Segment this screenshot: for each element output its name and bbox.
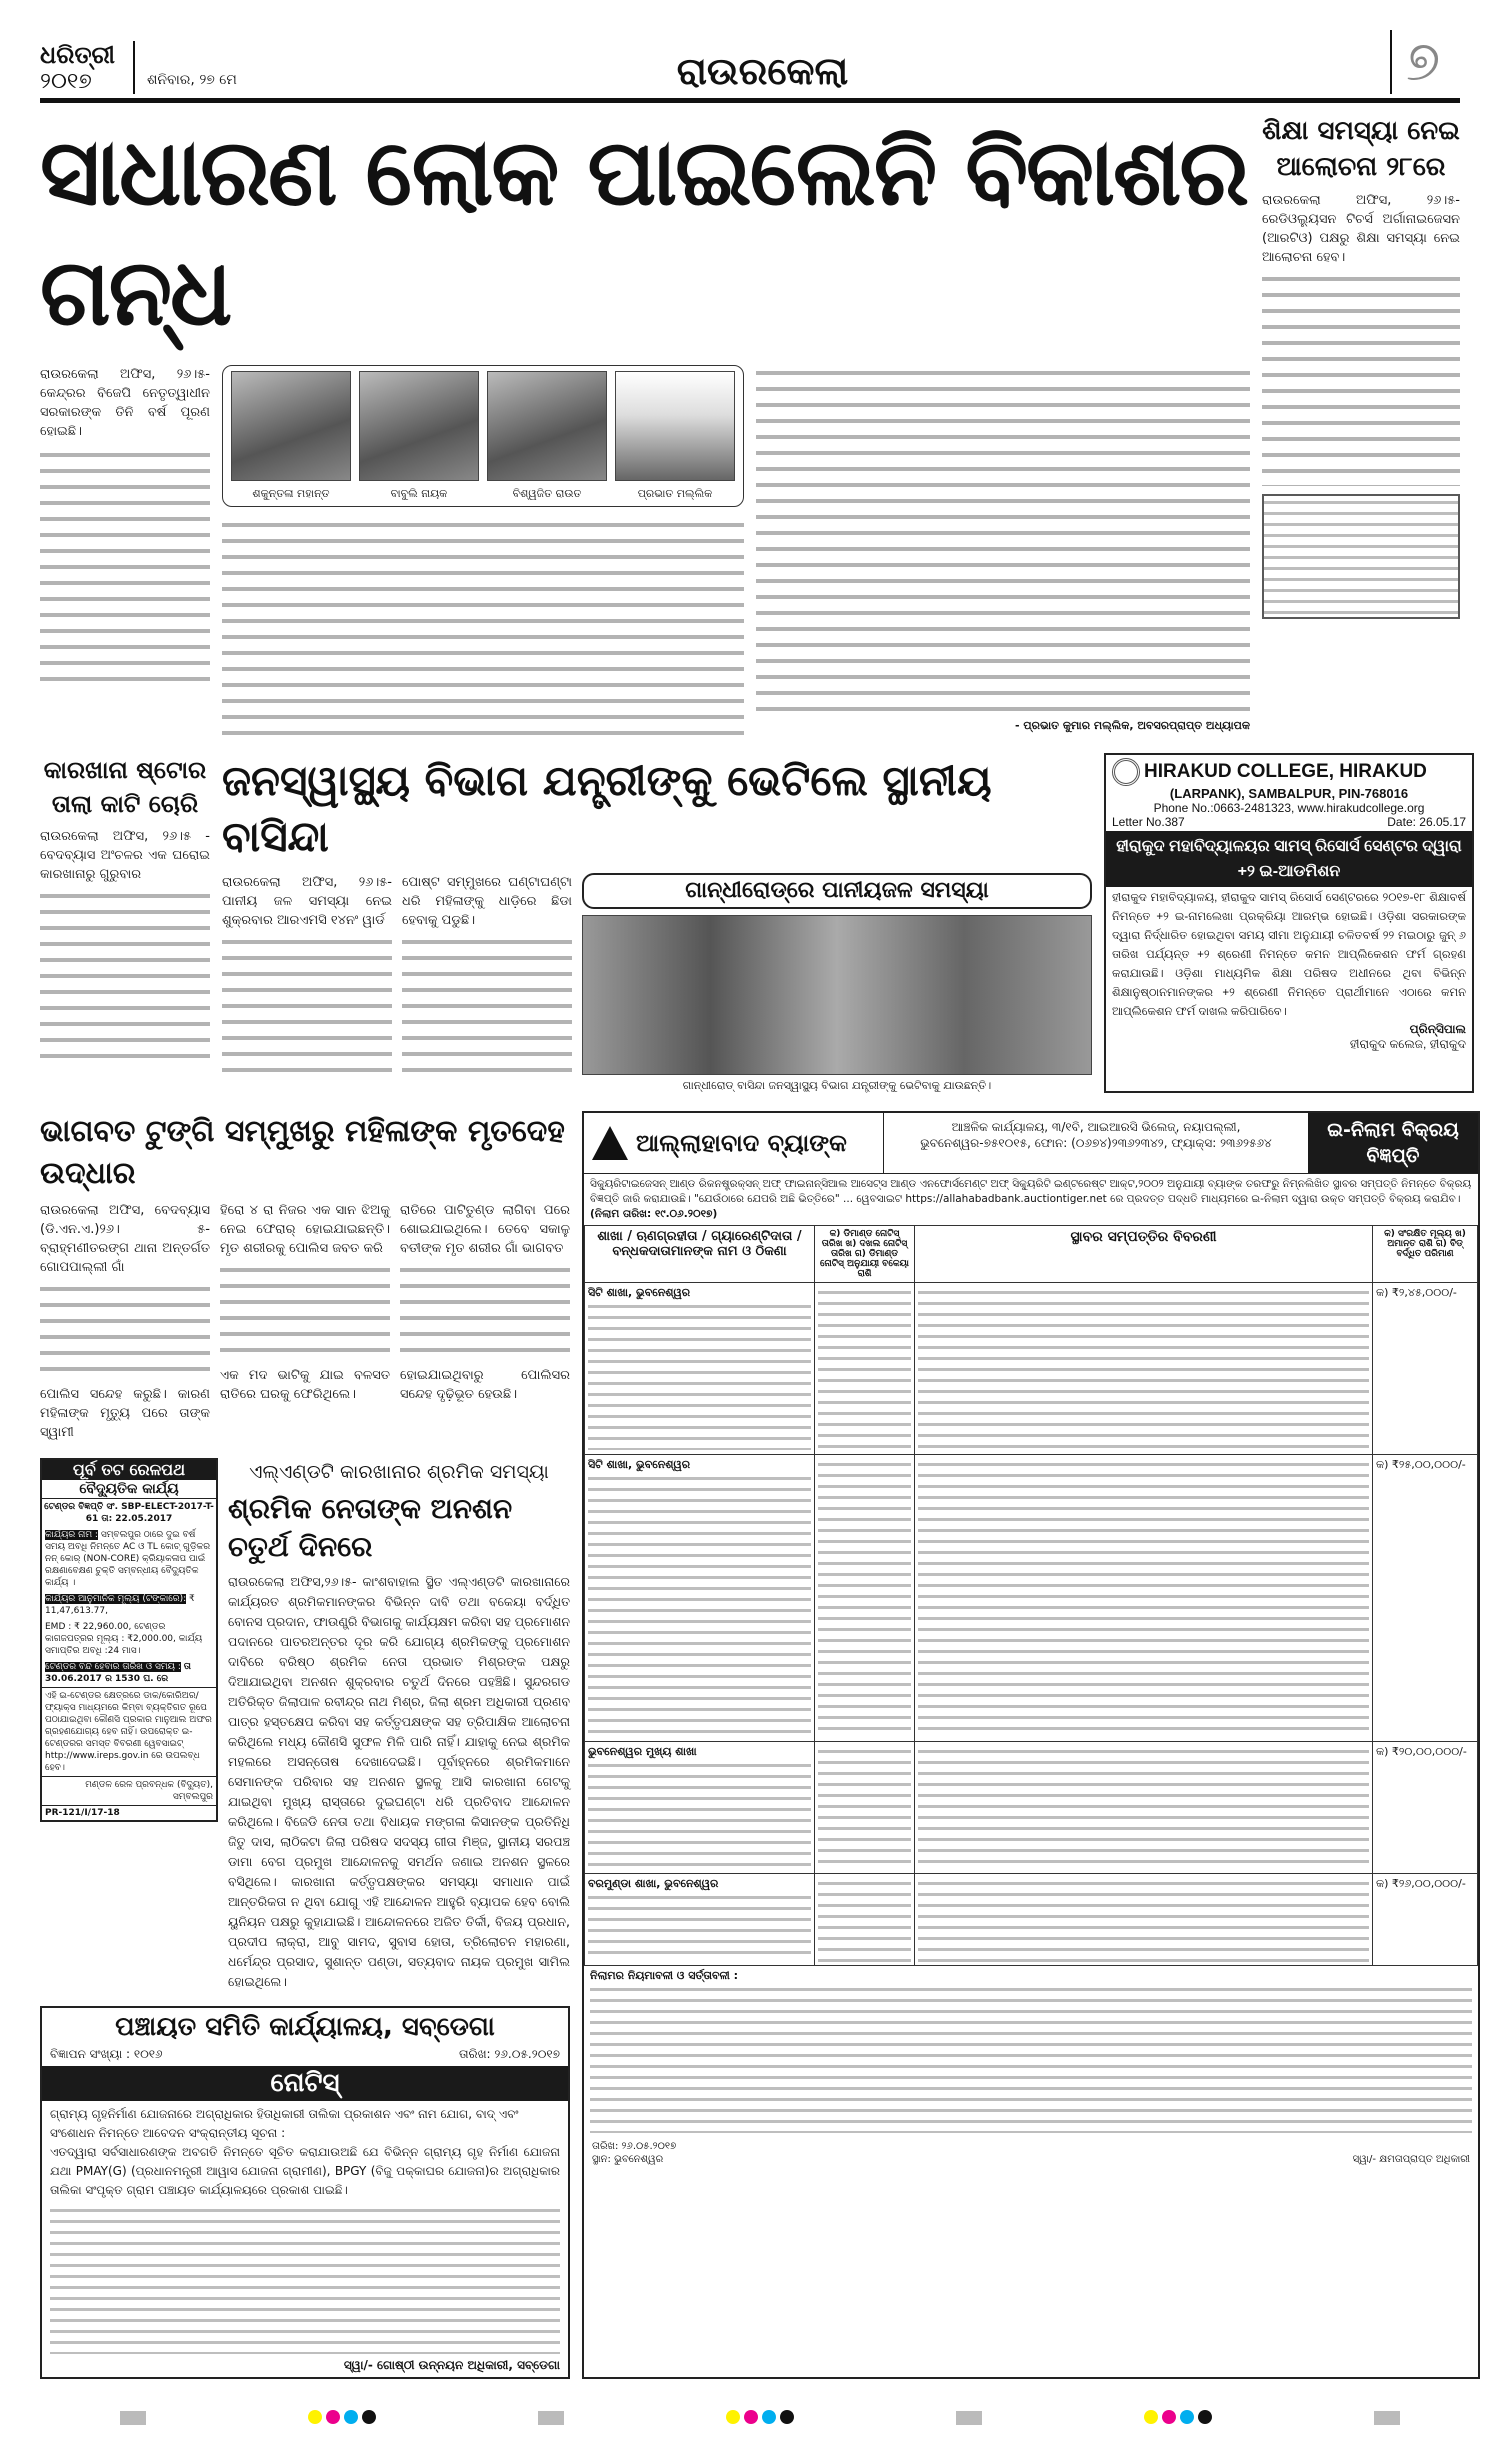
theft-headline: କାରଖାନା ଷ୍ଟୋର ତାଲା କାଟି ଚୋରି: [43, 756, 207, 818]
railway-tender-ad: ପୂର୍ବ ତଟ ରେଳପଥ ବୈଦ୍ୟୁତିକ କାର୍ଯ୍ୟ ଟେଣ୍ଡର ବିଜ୍ଞପ୍ତି ସଂ. SBP-ELECT-2017-T-61 ତା: 22.05.2017 କାର୍ଯ୍ୟର ନାମ : ସମ୍ବଲପୁର ଠାରେ ଦୁଇ ବର୍ଷ ସମୟ ଅବଧି ନିମନ୍ତେ AC ଓ TL କୋଚ୍ ଗୁଡ଼ିକର ନନ୍ କୋର୍ (NON-CORE) କ୍ରିୟାକଳାପ ପାଇଁ ରକ୍ଷଣାବେକ୍ଷଣ ଚୁକ୍ତି ସମ୍ବନ୍ଧୀୟ ବୈଦ୍ୟୁତିକ କାର୍ଯ୍ୟ । କାର୍ଯ୍ୟର ଆନୁମାନିକ ମୂଲ୍ୟ (ଟଙ୍କାରେ): ₹ 11,47,613.77, EMD : ₹ 22,960.00, ଟେଣ୍ଡର କାଗଜପତ୍ରର ମୂଲ୍ୟ : ₹2,000.00, କାର୍ଯ୍ୟ ସମାପ୍ତିର ଅବଧି :24 ମାସ। ଟେଣ୍ଡର ବନ୍ଦ ହେବାର ତାରିଖ ଓ ସମୟ : ତା 30.06.2017 ର 1530 ଘ. ରେ ଏହି ଇ-ଟେଣ୍ଡର କ୍ଷେତ୍ରରେ ଡାକ/କୋରିଅର/ଫ୍ୟାକ୍ସ ମାଧ୍ୟମରେ କିମ୍ବା ବ୍ୟକ୍ତିଗତ ରୂପେ ପଠାଯାଇଥିବା କୌଣସି ପ୍ରକାର ମାନୁଆଲ ଅଫର ଗ୍ରହଣଯୋଗ୍ୟ ହେବ ନାହିଁ। ଉପରୋକ୍ତ ଇ-ଟେଣ୍ଡରର ସମସ୍ତ ବିବରଣୀ ୱେବସାଇଟ୍ http://www.ireps.gov.in ରେ ଉପଲବ୍ଧ ହେବ। ମଣ୍ଡଳ ରେଳ ପ୍ରବନ୍ଧକ (ବିଦ୍ୟୁତ), ସମ୍ବଲପୁର PR-121/I/17-18: [40, 1458, 218, 1822]
bodyfound-headline: ଭାଗବତ ଟୁଙ୍ଗି ସମ୍ମୁଖରୁ ମହିଳାଙ୍କ ମୃତଦେହ ଉଦ୍ଧାର: [40, 1114, 565, 1191]
college-emblem-icon: [1112, 758, 1140, 786]
portrait: ପ୍ରଭାତ ମଲ୍ଲିକ: [615, 371, 735, 501]
photo-strip: [222, 365, 744, 507]
masthead: [40, 30, 1460, 103]
table-row: ସିଟି ଶାଖା, ଭୁବନେଶ୍ୱର କ) ₹୨୫,୦୦,୦୦୦/-: [585, 1455, 1478, 1742]
bank-logo-icon: [592, 1126, 628, 1160]
issue-date: ଶନିବାର, ୨୭ ମେ: [147, 72, 237, 88]
table-row: ସିଟି ଶାଖା, ଭୁବନେଶ୍ୱର କ) ₹୨,୪୫,୦୦୦/-: [585, 1283, 1478, 1455]
portrait: ବିଶ୍ୱଜିତ ରାଉତ: [487, 371, 607, 501]
side-infobox: [1262, 494, 1460, 619]
edition-name: ରାଉରକେଲା: [676, 49, 849, 93]
water-intro-2: ପୋଷ୍ଟ ସମ୍ମୁଖରେ ଘଣ୍ଟାଘଣ୍ଟା ଧରି ମହିଳାଙ୍କୁ ଧାଡ଼ିରେ ଛିଡା ହେବାକୁ ପଡୁଛି।: [402, 875, 572, 928]
workers-kicker: ଏଲ୍‌ଏଣ୍ଡଟି କାରଖାନାର ଶ୍ରମିକ ସମସ୍ୟା: [249, 1461, 549, 1483]
table-row: ଭୁବନେଶ୍ୱର ମୁଖ୍ୟ ଶାଖା କ) ₹୨୦,୦୦,୦୦୦/-: [585, 1742, 1478, 1874]
lead-headline: ସାଧାରଣ ଲୋକ ପାଇଲେନି ବିକାଶର ଗନ୍ଧ: [40, 119, 1248, 346]
logo: ଧରିତ୍ରୀ: [40, 41, 115, 69]
lead-section: [40, 113, 1460, 737]
residents-photo: [582, 915, 1092, 1075]
lead-byline: - ପ୍ରଭାତ କୁମାର ମଲ୍ଲିକ, ଅବସରପ୍ରାପ୍ତ ଅଧ୍ୟାପକ: [1015, 719, 1250, 732]
water-headline: ଜନସ୍ୱାସ୍ଥ୍ୟ ବିଭାଗ ଯନ୍ତ୍ରୀଙ୍କୁ ଭେଟିଲେ ସ୍ଥାନୀୟ ବାସିନ୍ଦା: [222, 756, 992, 861]
property-table: ଶାଖା / ଋଣଗ୍ରହୀତା / ଗ୍ୟାରେଣ୍ଟିଦାତା / ବନ୍ଧକଦାତାମାନଙ୍କ ନାମ ଓ ଠିକଣା କ) ଡିମାଣ୍ଡ ନୋଟିସ୍ ତାରିଖ ଖ) ଦଖଲ ନୋଟିସ୍ ତାରିଖ ଗ) ଡିମାଣ୍ଡ ନୋଟିସ୍ ଅନୁଯାୟୀ ବକେୟା ରାଶି ସ୍ଥାବର ସମ୍ପତ୍ତିର ବିବରଣୀ କ) ସଂରକ୍ଷିତ ମୂଲ୍ୟ ଖ) ଅମାନତ ରାଶି ଗ) ବିଡ୍ ବର୍ଦ୍ଧିତ ପରିମାଣ ସିଟି ଶାଖା, ଭୁବନେଶ୍ୱର କ) ₹୨,୪୫,୦୦୦/- ସିଟି ଶାଖା, ଭୁବନେଶ୍ୱର କ) ₹୨୫,୦୦,୦୦୦/- ଭୁବନେଶ୍ୱର ମୁଖ୍ୟ ଶାଖା କ) ₹୨୦,୦୦,୦୦୦/- ବରମୁଣ୍ଡା ଶାଖା, ଭୁବନେଶ୍ୱର କ) ₹୨୬,୦୦,୦୦୦/-: [584, 1225, 1478, 1966]
panchayat-notice: ପଞ୍ଚାୟତ ସମିତି କାର୍ଯ୍ୟାଳୟ, ସବ୍‌ଡେଗା ବିଜ୍ଞାପନ ସଂଖ୍ୟା : ୧୦୧୬ ତାରିଖ: ୨୬.୦୫.୨୦୧୭ ନୋଟିସ୍ ଗ୍ରାମ୍ୟ ଗୃହନିର୍ମାଣ ଯୋଜନାରେ ଅଗ୍ରାଧିକାର ହିତାଧିକାରୀ ତାଲିକା ପ୍ରକାଶନ ଏବଂ ନାମ ଯୋଗ, ବାଦ୍ ଏବଂ ସଂଶୋଧନ ନିମନ୍ତେ ଆବେଦନ ସଂକ୍ରାନ୍ତୀୟ ସୂଚନା : ଏତଦ୍ୱାରା ସର୍ବସାଧାରଣଙ୍କ ଅବଗତି ନିମନ୍ତେ ସୂଚିତ କରାଯାଉଅଛି ଯେ ବିଭିନ୍ନ ଗ୍ରାମ୍ୟ ଗୃହ ନିର୍ମାଣ ଯୋଜନା ଯଥା PMAY(G) (ପ୍ରଧାନମନ୍ତ୍ରୀ ଆୱାସ ଯୋଜନା ଗ୍ରାମୀଣ), BPGY (ବିଜୁ ପକ୍କାଘର ଯୋଜନା)ର ଅଗ୍ରାଧିକାର ତାଲିକା ସଂପୃକ୍ତ ଗ୍ରାମ ପଞ୍ଚାୟତ କାର୍ଯ୍ୟାଳୟରେ ପ୍ରକାଶ ପାଇଛି। ସ୍ୱା/- ଗୋଷ୍ଠୀ ଉନ୍ନୟନ ଅଧିକାରୀ, ସବ୍‌ଡେଗା: [40, 2006, 570, 2379]
print-registration-marks: [40, 2403, 1480, 2433]
workers-body: ରାଉରକେଲା ଅଫିସ,୨୬।୫- କାଂଶବାହାଲ ସ୍ଥିତ ଏଲ୍‌ଏଣ୍ଡଟି କାରଖାନାରେ କାର୍ଯ୍ୟରତ ଶ୍ରମିକମାନଙ୍କର ବିଭିନ୍ନ ଦାବି ତଥା ବକେୟା ବର୍ଦ୍ଧିତ ବୋନସ ପ୍ରଦାନ, ଫାଉଣ୍ଡ୍ରି ବିଭାଗକୁ କାର୍ଯ୍ୟକ୍ଷମ କରିବା ସହ ପ୍ରମୋଶନ ପଦାନରେ ପାତରଅନ୍ତର ଦୂର କରି ଯୋଗ୍ୟ ଶ୍ରମିକଙ୍କୁ ପ୍ରମୋଶନ ଦାବିରେ ବରିଷ୍ଠ ଶ୍ରମିକ ନେତା ପ୍ରଭାତ ମିଶ୍ରଙ୍କ ପକ୍ଷରୁ ଦିଆଯାଇଥିବା ଅନଶନ ଶୁକ୍ରବାର ଚତୁର୍ଥ ଦିନରେ ପହଞ୍ଚିଛି। ସୁନ୍ଦରଗଡ ଅତିରିକ୍ତ ଜିଲାପାଳ ରବୀନ୍ଦ୍ର ନାଥ ମିଶ୍ର, ଜିଲା ଶ୍ରମ ଅଧିକାରୀ ପ୍ରଣବ ପାତ୍ର ହସ୍ତକ୍ଷେପ କରିବା ସହ କର୍ତ୍ତୃପକ୍ଷଙ୍କ ସହ ତ୍ରିପାକ୍ଷିକ ଆଲୋଚନା କରିଥିଲେ ମଧ୍ୟ କୌଣସି ସୁଫଳ ମିଳି ପାରି ନାହିଁ। ଯାହାକୁ ନେଇ ଶ୍ରମିକ ମହଲରେ ଅସନ୍ତୋଷ ଦେଖାଦେଇଛି। ପୂର୍ବାହ୍ନରେ ଶ୍ରମିକମାନେ ସେମାନଙ୍କ ପରିବାର ସହ ଅନଶନ ସ୍ଥଳକୁ ଆସି କାରଖାନା ଗେଟକୁ ଯାଇଥିବା ମୁଖ୍ୟ ରାସ୍ତାରେ ଦୁଇଘଣ୍ଟା ଧରି ପ୍ରତିବାଦ ଆନ୍ଦୋଳନ କରିଥିଲେ। ବିଜେଡି ନେତା ତଥା ବିଧାୟକ ମଙ୍ଗଳା କିସାନଙ୍କ ପ୍ରତିନିଧି ଜିତୁ ଦାସ, ଲାଠିକଟା ଜିଲା ପରିଷଦ ସଦସ୍ୟ ଗୀତା ମିଞ୍ଜ, ସ୍ଥାନୀୟ ସରପଞ୍ଚ ଡାମା ବେଗ ପ୍ରମୁଖ ଆନ୍ଦୋଳନକୁ ସମର୍ଥନ ଜଣାଇ ଅନଶନ ସ୍ଥଳରେ ବସିଥିଲେ। କାରଖାନା କର୍ତ୍ତୃପକ୍ଷଙ୍କର ସମସ୍ୟା ସମାଧାନ ପାଇଁ ଆନ୍ତରିକତା ନ ଥିବା ଯୋଗୁ ଏହି ଆନ୍ଦୋଳନ ଆହୁରି ବ୍ୟାପକ ହେବ ବୋଲି ୟୁନିୟନ ପକ୍ଷରୁ କୁହାଯାଇଛି। ଆନ୍ଦୋଳନରେ ଅଜିତ ତିର୍କୀ, ବିଜୟ ପ୍ରଧାନ, ପ୍ରଦୀପ ଲାକ୍ରା, ଆବୁ ସାମଦ, ସୁବାସ ହୋତା, ତ୍ରିଲୋଚନ ମହାରଣା, ଧର୍ମେନ୍ଦ୍ର ପ୍ରସାଦ, ସୁଶାନ୍ତ ପଣ୍ଡା, ସତ୍ୟବାଦ ନାୟକ ପ୍ରମୁଖ ସାମିଲ ହୋଇଥିଲେ।: [228, 1574, 570, 1989]
side-headline: ଶିକ୍ଷା ସମସ୍ୟା ନେଇ ଆଲୋଚନା ୨୮ରେ: [1262, 116, 1460, 182]
allahabad-bank-auction-ad: ଆଲ୍ଲାହାବାଦ ବ୍ୟାଙ୍କ ଆଞ୍ଚଳିକ କାର୍ଯ୍ୟାଳୟ, ୩/୧ବି, ଆଇଆରସି ଭିଲେଜ୍, ନୟାପଲ୍ଲୀ, ଭୁବନେଶ୍ୱର-୭୫୧୦୧୫, ଫୋନ: (୦୬୭୪)୨୩୬୨୩୪୨, ଫ୍ୟାକ୍ସ: ୨୩୬୨୫୬୪ ଇ-ନିଲାମ ବିକ୍ରୟ ବିଜ୍ଞପ୍ତି ସିକ୍ୟୁରିଟାଇଜେସନ୍ ଆଣ୍ଡ ରିକନଷ୍ଟ୍ରକ୍ସନ୍ ଅଫ୍ ଫାଇନାନ୍ସିଆଲ ଆସେଟ୍ସ ଆଣ୍ଡ ଏନଫୋର୍ସମେଣ୍ଟ ଅଫ୍ ସିକ୍ୟୁରିଟି ଇଣ୍ଟରେଷ୍ଟ ଆକ୍ଟ,୨୦୦୨ ଅନୁଯାୟୀ ବ୍ୟାଙ୍କ ତରଫରୁ ନିମ୍ନଲିଖିତ ସ୍ଥାବର ସମ୍ପତ୍ତି ନିମନ୍ତେ ବିକ୍ରୟ ବିଜ୍ଞପ୍ତି ଜାରି କରାଯାଉଛି। "ଯେଉଁଠାରେ ଯେପରି ଅଛି ଭିତ୍ତିରେ" ... ୱେବସାଇଟ https://allahabadbank.auctiontiger.net ରେ ପ୍ରଦତ୍ତ ପଦ୍ଧତି ମାଧ୍ୟମରେ ଇ-ନିଲାମ ଦ୍ୱାରା ଉକ୍ତ ସମ୍ପତ୍ତି ବିକ୍ରୟ କରାଯିବ। (ନିଲାମ ତାରିଖ: ୧୯.୦୬.୨୦୧୭) ଶାଖା / ଋଣଗ୍ରହୀତା / ଗ୍ୟାରେଣ୍ଟିଦାତା / ବନ୍ଧକଦାତାମାନଙ୍କ ନାମ ଓ ଠିକଣା କ) ଡିମାଣ୍ଡ ନୋଟିସ୍ ତାରିଖ ଖ) ଦଖଲ ନୋଟିସ୍ ତାରିଖ ଗ) ଡିମାଣ୍ଡ ନୋଟିସ୍ ଅନୁଯାୟୀ ବକେୟା ରାଶି ସ୍ଥାବର ସମ୍ପତ୍ତିର ବିବରଣୀ କ) ସଂରକ୍ଷିତ ମୂଲ୍ୟ ଖ) ଅମାନତ ରାଶି ଗ) ବିଡ୍ ବର୍ଦ୍ଧିତ ପରିମାଣ ସିଟି ଶାଖା, ଭୁବନେଶ୍ୱର କ) ₹୨,୪୫,୦୦୦/- ସିଟି ଶାଖା, ଭୁବନେଶ୍ୱର କ) ₹୨୫,୦୦,୦୦୦/- ଭୁବନେଶ୍ୱର ମୁଖ୍ୟ ଶାଖା କ) ₹୨୦,୦୦,୦୦୦/- ବରମୁଣ୍ଡା ଶାଖା, ଭୁବନେଶ୍ୱର କ) ₹୨୬,୦୦,୦୦୦/- ନିଲାମର ନିୟମାବଳୀ ଓ ସର୍ତ୍ତାବଳୀ : ତାରିଖ: ୨୬.୦୫.୨୦୧୭ ସ୍ଥାନ: ଭୁବନେଶ୍ୱର ସ୍ୱା/- କ୍ଷମତାପ୍ରାପ୍ତ ଅଧିକାରୀ: [582, 1111, 1480, 2379]
water-intro: ରାଉରକେଲା ଅଫିସ, ୨୬।୫-ପାନୀୟ ଜଳ ସମସ୍ୟା ନେଇ ଶୁକ୍ରବାର ଆରଏମସି ୧୪ନଂ ୱାର୍ଡ: [222, 875, 392, 928]
water-caption: ଗାନ୍ଧୀରୋଡ୍ ବାସିନ୍ଦା ଜନସ୍ୱାସ୍ଥ୍ୟ ବିଭାଗ ଯନ୍ତ୍ରୀଙ୍କୁ ଭେଟିବାକୁ ଯାଉଛନ୍ତି।: [682, 1079, 992, 1092]
table-row: ବରମୁଣ୍ଡା ଶାଖା, ଭୁବନେଶ୍ୱର କ) ₹୨୬,୦୦,୦୦୦/-: [585, 1874, 1478, 1966]
lead-intro: ରାଉରକେଲା ଅଫିସ, ୨୬।୫- କେନ୍ଦ୍ରର ବିଜେପି ନେତୃତ୍ୱାଧୀନ ସରକାରଙ୍କ ତିନି ବର୍ଷ ପୂରଣ ହୋଇଛି।: [40, 367, 210, 439]
year: ୨୦୧୭: [40, 69, 92, 94]
portrait: ଶକୁନ୍ତଳା ମହାନ୍ତ: [231, 371, 351, 501]
theft-intro: ରାଉରକେଲା ଅଫିସ, ୨୬।୫ - ବେଦବ୍ୟାସ ଅଂଚଳର ଏକ ଘରୋଇ କାରଖାନାରୁ ଗୁରୁବାର: [40, 829, 210, 882]
hirakud-college-ad: HIRAKUD COLLEGE, HIRAKUD (LARPANK), SAMBALPUR, PIN-768016 Phone No.:0663-2481323, www.hirakudcollege.org Letter No.387 Date: 26.05.17 ହୀରାକୁଦ ମହାବିଦ୍ୟାଳୟର ସାମସ୍ ରିସୋର୍ସ ସେଣ୍ଟର ଦ୍ୱାରା +୨ ଇ-ଆଡମିଶନ ହୀରାକୁଦ ମହାବିଦ୍ୟାଳୟ, ହୀରାକୁଦ ସାମସ୍ ରିସୋର୍ସ ସେଣ୍ଟରରେ ୨୦୧୭-୧୮ ଶିକ୍ଷାବର୍ଷ ନିମନ୍ତେ +୨ ଇ-ନାମଲେଖା ପ୍ରକ୍ରିୟା ଆରମ୍ଭ ହୋଇଛି। ଓଡ଼ିଶା ସରକାରଙ୍କ ଦ୍ୱାରା ନିର୍ଦ୍ଧାରିତ ହୋଇଥିବା ସମୟ ସୀମା ଅନୁଯାୟୀ ଚଳିତବର୍ଷ ୨୨ ମଇଠାରୁ ଜୁନ୍ ୬ ତାରିଖ ପର୍ଯ୍ୟନ୍ତ +୨ ଶ୍ରେଣୀ ନିମନ୍ତେ କମନ ଆପ୍ଲିକେଶନ ଫର୍ମ ଗ୍ରହଣ କରାଯାଉଛି। ଓଡ଼ିଶା ମାଧ୍ୟମିକ ଶିକ୍ଷା ପରିଷଦ ଅଧୀନରେ ଥିବା ବିଭିନ୍ନ ଶିକ୍ଷାନୁଷ୍ଠାନମାନଙ୍କର +୨ ଶ୍ରେଣୀ ନିମନ୍ତେ ପ୍ରାର୍ଥୀମାନେ ଏଠାରେ କମନ ଆପ୍ଲିକେଶନ ଫର୍ମ ଦାଖଲ କରିପାରିବେ। ପ୍ରିନ୍ସିପାଲ ହୀରାକୁଦ କଲେଜ, ହୀରାକୁଦ: [1104, 753, 1474, 1093]
side-intro: ରାଉରକେଲା ଅଫିସ, ୨୬।୫- ରେଡିଓଲ୍ୟୁସନ ଟିଚର୍ସ ଅର୍ଗାନାଇଜେସନ (ଆରଟିଓ) ପକ୍ଷରୁ ଶିକ୍ଷା ସମସ୍ୟା ନେଇ ଆଲୋଚନା ହେବ।: [1262, 193, 1460, 265]
workers-headline: ଶ୍ରମିକ ନେତାଙ୍କ ଅନଶନ ଚତୁର୍ଥ ଦିନରେ: [228, 1492, 513, 1563]
lower-section: ଭାଗବତ ଟୁଙ୍ଗି ସମ୍ମୁଖରୁ ମହିଳାଙ୍କ ମୃତଦେହ ଉଦ୍ଧାର ରାଉରକେଲା ଅଫିସ, ବେଦବ୍ୟାସ (ଡି.ଏନ.ଏ.)୨୬। ୫-ବ୍ରାହ୍ମଣୀତରଙ୍ଗ ଥାନା ଅନ୍ତର୍ଗତ ଗୋପପାଲ୍ଲୀ ଗାଁ ପୋଲିସ ସନ୍ଦେହ କରୁଛି। କାରଣ ମହିଳାଙ୍କ ମୃତ୍ୟୁ ପରେ ତାଙ୍କ ସ୍ୱାମୀ ହିରୋ ୪ ରା ନିଜର ଏକ ସାନ ଝିଅକୁ ନେଇ ଫେରାର୍ ହୋଇଯାଇଛନ୍ତି। ମୃତ ଶରୀରକୁ ପୋଲିସ ଜବତ କରି ଏକ ମଦ ଭାଟିକୁ ଯାଇ ବଳସତ ରାତିରେ ଘରକୁ ଫେରିଥିଲେ। ରାତିରେ ପାଟିତୁଣ୍ଡ ଲାଗିବା ପରେ ଶୋଇଯାଇଥିଲେ। ତେବେ ସକାଳୁ ବତୀଙ୍କ ମୃତ ଶରୀର ଗାଁ ଭାଗବତ ହୋଇଯାଇଥିବାରୁ ପୋଲିସର ସନ୍ଦେହ ଦୃଢ଼ିଭୂତ ହେଉଛି। ପୂର୍ବ ତଟ ରେଳପଥ ବୈଦ୍ୟୁତିକ କାର୍ଯ୍ୟ ଟେଣ୍ଡର ବିଜ୍ଞପ୍ତି ସଂ. SBP-ELECT-2017-T-61 ତା: 22.05.2017 କାର୍ଯ୍ୟର ନାମ : ସମ୍ବଲପୁର ଠାରେ ଦୁଇ ବର୍ଷ ସମୟ ଅବଧି ନିମନ୍ତେ AC ଓ TL କୋଚ୍ ଗୁଡ଼ିକର ନନ୍ କୋର୍ (NON-CORE) କ୍ରିୟାକଳାପ ପାଇଁ ରକ୍ଷଣାବେକ୍ଷଣ ଚୁକ୍ତି ସମ୍ବନ୍ଧୀୟ ବୈଦ୍ୟୁତିକ କାର୍ଯ୍ୟ । କାର୍ଯ୍ୟର ଆନୁମାନିକ ମୂଲ୍ୟ (ଟଙ୍କାରେ): ₹ 11,47,613.77, EMD : ₹ 22,960.00, ଟେଣ୍ଡର କାଗଜପତ୍ରର ମୂଲ୍ୟ : ₹2,000.00, କାର୍ଯ୍ୟ ସମାପ୍ତିର ଅବଧି :24 ମାସ। ଟେଣ୍ଡର ବନ୍ଦ ହେବାର ତାରିଖ ଓ ସମୟ : ତା 30.06.2017 ର 1530 ଘ. ରେ ଏହି ଇ-ଟେଣ୍ଡର କ୍ଷେତ୍ରରେ ଡାକ/କୋରିଅର/ଫ୍ୟାକ୍ସ ମାଧ୍ୟମରେ କିମ୍ବା ବ୍ୟକ୍ତିଗତ ରୂପେ ପଠାଯାଇଥିବା କୌଣସି ପ୍ରକାର ମାନୁଆଲ ଅଫର ଗ୍ରହଣଯୋଗ୍ୟ ହେବ ନାହିଁ। ଉପରୋକ୍ତ ଇ-ଟେଣ୍ଡରର ସମସ୍ତ ବିବରଣୀ ୱେବସାଇଟ୍ http://www.ireps.gov.in ରେ ଉପଲବ୍ଧ ହେବ। ମଣ୍ଡଳ ରେଳ ପ୍ରବନ୍ଧକ (ବିଦ୍ୟୁତ), ସମ୍ବଲପୁର PR-121/I/17-18 ଏଲ୍‌ଏଣ୍ଡଟି କାରଖାନାର ଶ୍ରମିକ ସମସ୍ୟା ଶ୍ରମିକ ନେତାଙ୍କ ଅନଶନ ଚତୁର୍ଥ ଦିନରେ ରାଉରକେଲା ଅଫିସ,୨୬।୫- କାଂଶବାହାଲ ସ୍ଥିତ ଏଲ୍‌ଏଣ୍ଡଟି କାରଖାନାରେ କାର୍ଯ୍ୟରତ ଶ୍ରମିକମାନଙ୍କର ବିଭିନ୍ନ ଦାବି ତଥା ବକେୟା ବର୍ଦ୍ଧିତ ବୋନସ ପ୍ରଦାନ, ଫାଉଣ୍ଡ୍ରି ବିଭାଗକୁ କାର୍ଯ୍ୟକ୍ଷମ କରିବା ସହ ପ୍ରମୋଶନ ପଦାନରେ ପାତରଅନ୍ତର ଦୂର କରି ଯୋଗ୍ୟ ଶ୍ରମିକଙ୍କୁ ପ୍ରମୋଶନ ଦାବିରେ ବରିଷ୍ଠ ଶ୍ରମିକ ନେତା ପ୍ରଭାତ ମିଶ୍ରଙ୍କ ପକ୍ଷରୁ ଦିଆଯାଇଥିବା ଅନଶନ ଶୁକ୍ରବାର ଚତୁର୍ଥ ଦିନରେ ପହଞ୍ଚିଛି। ସୁନ୍ଦରଗଡ ଅତିରିକ୍ତ ଜିଲାପାଳ ରବୀନ୍ଦ୍ର ନାଥ ମିଶ୍ର, ଜିଲା ଶ୍ରମ ଅଧିକାରୀ ପ୍ରଣବ ପାତ୍ର ହସ୍ତକ୍ଷେପ କରିବା ସହ କର୍ତ୍ତୃପକ୍ଷଙ୍କ ସହ ତ୍ରିପାକ୍ଷିକ ଆଲୋଚନା କରିଥିଲେ ମଧ୍ୟ କୌଣସି ସୁଫଳ ମିଳି ପାରି ନାହିଁ। ଯାହାକୁ ନେଇ ଶ୍ରମିକ ମହଲରେ ଅସନ୍ତୋଷ ଦେଖାଦେଇଛି। ପୂର୍ବାହ୍ନରେ ଶ୍ରମିକମାନେ ସେମାନଙ୍କ ପରିବାର ସହ ଅନଶନ ସ୍ଥଳକୁ ଆସି କାରଖାନା ଗେଟକୁ ଯାଇଥିବା ମୁଖ୍ୟ ରାସ୍ତାରେ ଦୁଇଘଣ୍ଟା ଧରି ପ୍ରତିବାଦ ଆନ୍ଦୋଳନ କରିଥିଲେ। ବିଜେଡି ନେତା ତଥା ବିଧାୟକ ମଙ୍ଗଳା କିସାନଙ୍କ ପ୍ରତିନିଧି ଜିତୁ ଦାସ, ଲାଠିକଟା ଜିଲା ପରିଷଦ ସଦସ୍ୟ ଗୀତା ମିଞ୍ଜ, ସ୍ଥାନୀୟ ସରପଞ୍ଚ ଡାମା ବେଗ ପ୍ରମୁଖ ଆନ୍ଦୋଳନକୁ ସମର୍ଥନ ଜଣାଇ ଅନଶନ ସ୍ଥଳରେ ବସିଥିଲେ। କାରଖାନା କର୍ତ୍ତୃପକ୍ଷଙ୍କର ସମସ୍ୟା ସମାଧାନ ପାଇଁ ଆନ୍ତରିକତା ନ ଥିବା ଯୋଗୁ ଏହି ଆନ୍ଦୋଳନ ଆହୁରି ବ୍ୟାପକ ହେବ ବୋଲି ୟୁନିୟନ ପକ୍ଷରୁ କୁହାଯାଇଛି। ଆନ୍ଦୋଳନରେ ଅଜିତ ତିର୍କୀ, ବିଜୟ ପ୍ରଧାନ, ପ୍ରଦୀପ ଲାକ୍ରା, ଆବୁ ସାମଦ, ସୁବାସ ହୋତା, ତ୍ରିଲୋଚନ ମହାରଣା, ଧର୍ମେନ୍ଦ୍ର ପ୍ରସାଦ, ସୁଶାନ୍ତ ପଣ୍ଡା, ସତ୍ୟବାଦ ନାୟକ ପ୍ରମୁଖ ସାମିଲ ହୋଇଥିଲେ। ପଞ୍ଚାୟତ ସମିତି କାର୍ଯ୍ୟାଳୟ, ସବ୍‌ଡେଗା ବିଜ୍ଞାପନ ସଂଖ୍ୟା : ୧୦୧୬ ତାରିଖ: ୨୬.୦୫.୨୦୧୭ ନୋଟିସ୍ ଗ୍ରାମ୍ୟ ଗୃହନିର୍ମାଣ ଯୋଜନାରେ ଅଗ୍ରାଧିକାର ହିତାଧିକାରୀ ତାଲିକା ପ୍ରକାଶନ ଏବଂ ନାମ ଯୋଗ, ବାଦ୍ ଏବଂ ସଂଶୋଧନ ନିମନ୍ତେ ଆବେଦନ ସଂକ୍ରାନ୍ତୀୟ ସୂଚନା : ଏତଦ୍ୱାରା ସର୍ବସାଧାରଣଙ୍କ ଅବଗତି ନିମନ୍ତେ ସୂଚିତ କରାଯାଉଅଛି ଯେ ବିଭିନ୍ନ ଗ୍ରାମ୍ୟ ଗୃହ ନିର୍ମାଣ ଯୋଜନା ଯଥା PMAY(G) (ପ୍ରଧାନମନ୍ତ୍ରୀ ଆୱାସ ଯୋଜନା ଗ୍ରାମୀଣ), BPGY (ବିଜୁ ପକ୍କାଘର ଯୋଜନା)ର ଅଗ୍ରାଧିକାର ତାଲିକା ସଂପୃକ୍ତ ଗ୍ରାମ ପଞ୍ଚାୟତ କାର୍ଯ୍ୟାଳୟରେ ପ୍ରକାଶ ପାଇଛି। ସ୍ୱା/- ଗୋଷ୍ଠୀ ଉନ୍ନୟନ ଅଧିକାରୀ, ସବ୍‌ଡେଗା ଆଲ୍ଲାହାବାଦ ବ୍ୟାଙ୍କ ଆଞ୍ଚଳିକ କାର୍ଯ୍ୟାଳୟ, ୩/୧ବି, ଆଇଆରସି ଭିଲେଜ୍, ନୟାପଲ୍ଲୀ, ଭୁବନେଶ୍ୱର-୭୫୧୦୧୫, ଫୋନ: (୦୬୭୪)୨୩୬୨୩୪୨, ଫ୍ୟାକ୍ସ: ୨୩୬୨୫୬୪ ଇ-ନିଲାମ ବିକ୍ରୟ ବିଜ୍ଞପ୍ତି ସିକ୍ୟୁରିଟାଇଜେସନ୍ ଆଣ୍ଡ ରିକନଷ୍ଟ୍ରକ୍ସନ୍ ଅଫ୍ ଫାଇନାନ୍ସିଆଲ ଆସେଟ୍ସ ଆଣ୍ଡ ଏନଫୋର୍ସମେଣ୍ଟ ଅଫ୍ ସିକ୍ୟୁରିଟି ଇଣ୍ଟରେଷ୍ଟ ଆକ୍ଟ,୨୦୦୨ ଅନୁଯାୟୀ ବ୍ୟାଙ୍କ ତରଫରୁ ନିମ୍ନଲିଖିତ ସ୍ଥାବର ସମ୍ପତ୍ତି ନିମନ୍ତେ ବିକ୍ରୟ ବିଜ୍ଞପ୍ତି ଜାରି କରାଯାଉଛି। "ଯେଉଁଠାରେ ଯେପରି ଅଛି ଭିତ୍ତିରେ" ... ୱେବସାଇଟ https://allahabadbank.auctiontiger.net ରେ ପ୍ରଦତ୍ତ ପଦ୍ଧତି ମାଧ୍ୟମରେ ଇ-ନିଲାମ ଦ୍ୱାରା ଉକ୍ତ ସମ୍ପତ୍ତି ବିକ୍ରୟ କରାଯିବ। (ନିଲାମ ତାରିଖ: ୧୯.୦୬.୨୦୧୭) ଶାଖା / ଋଣଗ୍ରହୀତା / ଗ୍ୟାରେଣ୍ଟିଦାତା / ବନ୍ଧକଦାତାମାନଙ୍କ ନାମ ଓ ଠିକଣା କ) ଡିମାଣ୍ଡ ନୋଟିସ୍ ତାରିଖ ଖ) ଦଖଲ ନୋଟିସ୍ ତାରିଖ ଗ) ଡିମାଣ୍ଡ ନୋଟିସ୍ ଅନୁଯାୟୀ ବକେୟା ରାଶି ସ୍ଥାବର ସମ୍ପତ୍ତିର ବିବରଣୀ କ) ସଂରକ୍ଷିତ ମୂଲ୍ୟ ଖ) ଅମାନତ ରାଶି ଗ) ବିଡ୍ ବର୍ଦ୍ଧିତ ପରିମାଣ ସିଟି ଶାଖା, ଭୁବନେଶ୍ୱର କ) ₹୨,୪୫,୦୦୦/- ସିଟି ଶାଖା, ଭୁବନେଶ୍ୱର କ) ₹୨୫,୦୦,୦୦୦/- ଭୁବନେଶ୍ୱର ମୁଖ୍ୟ ଶାଖା କ) ₹୨୦,୦୦,୦୦୦/- ବରମୁଣ୍ଡା ଶାଖା, ଭୁବନେଶ୍ୱର କ) ₹୨୬,୦୦,୦୦୦/- ନିଲାମର ନିୟମାବଳୀ ଓ ସର୍ତ୍ତାବଳୀ : ତାରିଖ: ୨୬.୦୫.୨୦୧୭ ସ୍ଥାନ: ଭୁବନେଶ୍ୱର ସ୍ୱା/- କ୍ଷମତାପ୍ରାପ୍ତ ଅଧିକାରୀ: [40, 1111, 1480, 2379]
water-section: [40, 753, 1478, 1093]
portrait: ବାବୁଲି ନାୟକ: [359, 371, 479, 501]
page-number: ୭: [1390, 30, 1460, 94]
water-subhead: ଗାନ୍ଧୀରୋଡ୍‌ରେ ପାନୀୟଜଳ ସମସ୍ୟା: [582, 873, 1092, 909]
